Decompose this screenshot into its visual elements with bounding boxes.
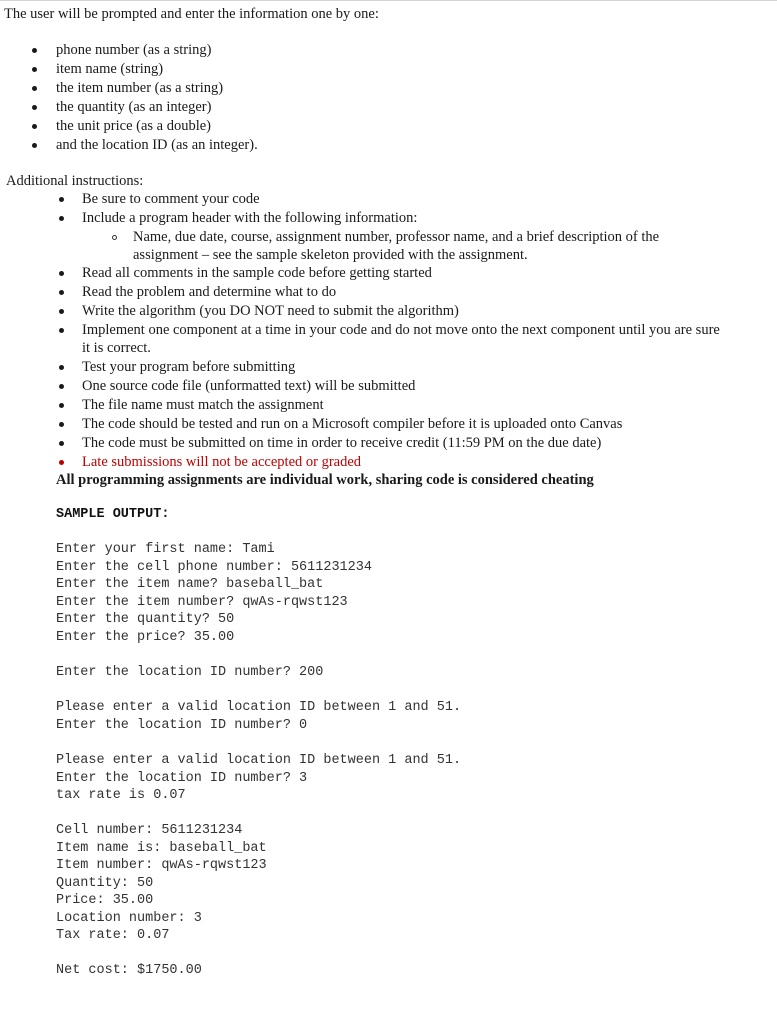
output-line: Enter your first name: Tami <box>56 542 275 557</box>
bullet-icon <box>59 441 64 446</box>
output-line: Item number: qwAs-rqwst123 <box>56 858 267 873</box>
output-line: Enter the item number? qwAs-rqwst123 <box>56 595 348 610</box>
list-item: phone number (as a string) <box>56 42 212 58</box>
sub-list-item-continued: assignment – see the sample skeleton provided with the assignment. <box>133 247 528 263</box>
bullet-icon <box>59 309 64 314</box>
list-item: the quantity (as an integer) <box>56 99 212 115</box>
list-item: Be sure to comment your code <box>82 191 260 207</box>
output-line: Enter the location ID number? 0 <box>56 718 308 733</box>
output-line: tax rate is 0.07 <box>56 788 186 803</box>
output-line: Enter the location ID number? 200 <box>56 665 324 680</box>
bullet-icon <box>59 384 64 389</box>
top-border <box>0 0 777 1</box>
bullet-icon <box>59 403 64 408</box>
output-line: Please enter a valid location ID between 1 and 51. <box>56 700 462 715</box>
list-item: the item number (as a string) <box>56 80 224 96</box>
bullet-icon <box>59 290 64 295</box>
circle-bullet-icon <box>112 235 117 240</box>
output-line: Tax rate: 0.07 <box>56 928 170 943</box>
bullet-icon <box>59 460 64 465</box>
bullet-icon <box>32 143 37 148</box>
bullet-icon <box>59 422 64 427</box>
list-item: item name (string) <box>56 61 164 77</box>
bullet-icon <box>32 48 37 53</box>
list-item: Include a program header with the following information: <box>82 210 418 226</box>
output-line: Enter the cell phone number: 5611231234 <box>56 560 372 575</box>
output-line: Quantity: 50 <box>56 876 154 891</box>
list-item: Read all comments in the sample code before getting started <box>82 265 432 281</box>
list-item: Write the algorithm (you DO NOT need to submit the algorithm) <box>82 303 459 319</box>
output-line: Item name is: baseball_bat <box>56 841 267 856</box>
bullet-icon <box>32 105 37 110</box>
list-item: The file name must match the assignment <box>82 397 324 413</box>
bullet-icon <box>32 67 37 72</box>
bullet-icon <box>59 271 64 276</box>
output-line: Enter the quantity? 50 <box>56 612 235 627</box>
output-line: Cell number: 5611231234 <box>56 823 243 838</box>
bullet-icon <box>32 124 37 129</box>
bullet-icon <box>59 328 64 333</box>
bullet-icon <box>32 86 37 91</box>
list-item: The code must be submitted on time in order to receive credit (11:59 PM on the due date) <box>82 435 602 451</box>
output-line: Price: 35.00 <box>56 893 154 908</box>
net-cost-line: Net cost: $1750.00 <box>56 963 202 978</box>
list-item: Test your program before submitting <box>82 359 296 375</box>
list-item: The code should be tested and run on a Microsoft compiler before it is uploaded onto Canvas <box>82 416 623 432</box>
list-item: Read the problem and determine what to do <box>82 284 337 300</box>
late-warning: Late submissions will not be accepted or graded <box>82 454 362 470</box>
list-item: One source code file (unformatted text) will be submitted <box>82 378 416 394</box>
output-line: Please enter a valid location ID between 1 and 51. <box>56 753 462 768</box>
output-line: Enter the price? 35.00 <box>56 630 235 645</box>
bullet-icon <box>59 365 64 370</box>
sub-list-item: Name, due date, course, assignment number, professor name, and a brief description of the <box>133 229 660 245</box>
additional-heading: Additional instructions: <box>6 173 144 189</box>
bullet-icon <box>59 197 64 202</box>
output-line: Enter the location ID number? 3 <box>56 771 308 786</box>
intro-text: The user will be prompted and enter the information one by one: <box>4 6 379 22</box>
list-item: the unit price (as a double) <box>56 118 212 134</box>
bullet-icon <box>59 216 64 221</box>
individual-work-notice: All programming assignments are individual work, sharing code is considered cheating <box>56 472 594 488</box>
output-line: Enter the item name? baseball_bat <box>56 577 324 592</box>
output-line: Location number: 3 <box>56 911 202 926</box>
list-item: Implement one component at a time in your code and do not move onto the next component until you are sure <box>82 322 720 338</box>
list-item: and the location ID (as an integer). <box>56 137 258 153</box>
sample-output-label: SAMPLE OUTPUT: <box>56 507 170 522</box>
list-item-continued: it is correct. <box>82 340 151 356</box>
